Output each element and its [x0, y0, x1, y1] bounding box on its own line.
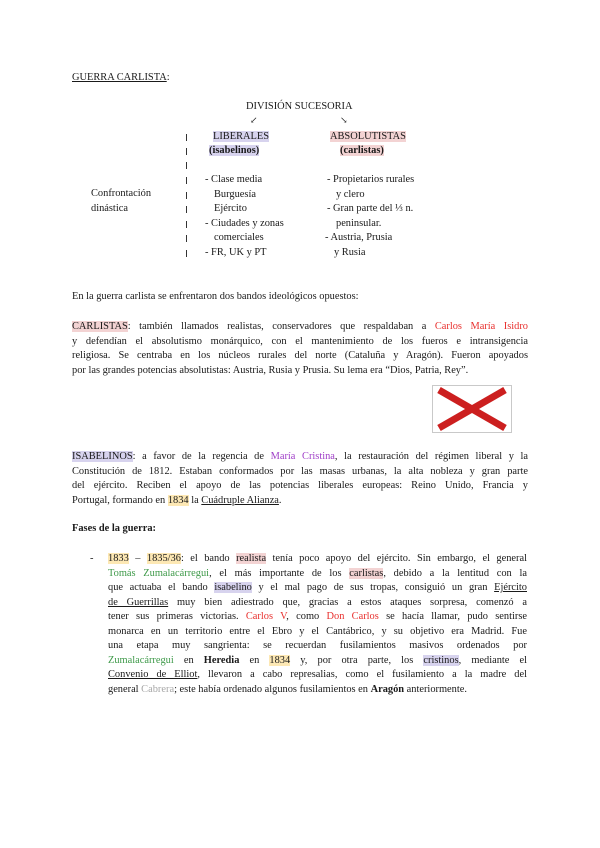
text-run: general [108, 683, 142, 695]
divider-tick [186, 221, 187, 228]
carlistas-paragraph [72, 320, 528, 378]
list-item: - Ciudades y zonas [205, 217, 284, 229]
paragraph-line [72, 494, 528, 509]
paragraph-line [108, 654, 527, 669]
person-name: Zumalacárregui [108, 654, 174, 666]
carlistas-term: CARLISTAS [72, 321, 128, 332]
text-run: se hacía llamar, pudo sentirse [378, 611, 527, 622]
list-item: Ejército [214, 203, 247, 214]
person-name: Tomás Zumalacárregui [108, 567, 210, 579]
text-run: : también llamados realistas, conservadores que respaldaban a [127, 321, 435, 332]
list-item: comerciales [214, 232, 264, 243]
text-run: : a favor de la regencia de [132, 451, 271, 462]
bullet-dash: - [90, 553, 94, 564]
isabelino-term: isabelino [214, 582, 252, 593]
list-item: Burguesía [214, 188, 256, 200]
text-run: , llevaron a cabo represalias, como el fusilamiento a la madre del [197, 669, 527, 680]
text-run: , debido a la lentitud con la [383, 567, 527, 579]
person-name: Cabrera [141, 683, 175, 695]
paragraph-line [72, 450, 528, 465]
divider-tick [186, 177, 187, 184]
divider-tick [186, 134, 187, 141]
phases-title: Fases de la guerra: [72, 523, 156, 534]
year-1834: 1834 [269, 654, 291, 666]
paragraph-line: monarca en un territorio entre el Ebro y el Cantábrico, y su objetivo era Madrid. Fue [108, 625, 527, 637]
text-run: , el más importante de los [209, 567, 350, 579]
place-name: Heredia [203, 654, 240, 666]
year-1835-36: 1835/36 [146, 553, 181, 564]
text-run: y el mal pago de sus tropas, consiguió un gran [251, 582, 495, 593]
divider-tick [186, 206, 187, 213]
liberales-sub-text: (isabelinos) [209, 145, 260, 156]
liberales-label-text: LIBERALES [213, 131, 269, 142]
list-item: - Austria, Prusia [325, 232, 393, 243]
phase-1-paragraph [108, 552, 527, 697]
divider-tick [186, 250, 187, 257]
flag-graphic [433, 386, 511, 432]
divider-tick [186, 192, 187, 199]
absolutistas-sub [340, 144, 384, 159]
list-item: y clero [336, 188, 365, 200]
text-run: muy bien adiestrado que, gracias a estos ataques sorpresa, comenzó a [168, 596, 528, 608]
paragraph-line [72, 320, 528, 335]
absolutistas-label-text: ABSOLUTISTAS [330, 131, 406, 142]
divider-tick [186, 162, 187, 169]
person-name: María Cristina [270, 451, 335, 462]
text-run: – [128, 553, 147, 564]
list-item: y Rusia [334, 246, 366, 258]
guerrillas-term: de Guerrillas [108, 596, 169, 608]
burgundy-cross-flag [432, 385, 512, 433]
liberales-sub [209, 144, 259, 159]
paragraph-line: religiosa. Se centraba en los núcleos rurales del norte (Cataluña y Aragón). Fueron apoyados [72, 350, 528, 361]
list-item: - FR, UK y PT [205, 246, 267, 258]
paragraph-line [108, 610, 527, 625]
paragraph-line [108, 552, 527, 567]
divider-tick [186, 235, 187, 242]
text-run: la [188, 494, 202, 506]
text-run: tener sus primeras victorias. [108, 611, 246, 622]
row-label-line: dinástica [91, 202, 128, 214]
list-item: - Clase media [205, 174, 263, 185]
page-title [72, 71, 170, 86]
paragraph-line: y defendían el absolutismo monárquico, con el mantenimiento de los fueros e intransigencia [72, 335, 528, 347]
arrow-right-icon: ↘ [340, 115, 348, 125]
paragraph-line: por las grandes potencias absolutistas: Austria, Rusia y Prusia. Su lema era “Dios, Patria, Rey”. [72, 364, 469, 376]
absolutistas-label [330, 130, 406, 145]
liberales-list [205, 173, 284, 260]
text-run: tenía poco apoyo del ejército. Sin embargo, el general [266, 553, 527, 564]
title-text: GUERRA CARLISTA [72, 72, 167, 83]
text-run: , como [286, 611, 327, 622]
year-1834: 1834 [167, 494, 189, 506]
paragraph-line [108, 668, 527, 683]
convenio-term: Convenio de Elliot [108, 669, 198, 680]
paragraph-line: una etapa muy sangrienta: se recuerdan fusilamientos masivos ordenados por [108, 640, 527, 651]
realista-term: realista [236, 553, 267, 564]
row-label-line: Confrontación [91, 188, 152, 199]
diagram-heading: DIVISIÓN SUCESORIA [246, 101, 353, 112]
person-name: Don Carlos [326, 611, 379, 622]
place-name: Aragón [370, 683, 405, 695]
paragraph-line [108, 596, 527, 611]
text-run: en [239, 654, 270, 666]
intro-paragraph: En la guerra carlista se enfrentaron dos bandos ideológicos opuestos: [72, 291, 359, 302]
divider-tick [186, 148, 187, 155]
text-run: : el bando [180, 553, 237, 564]
paragraph-line [108, 567, 527, 582]
list-item: peninsular. [336, 217, 382, 229]
text-run: anteriormente. [404, 683, 467, 695]
absolutistas-list [327, 173, 414, 260]
paragraph-line [108, 581, 527, 596]
guerrillas-term: Ejército [494, 582, 527, 593]
text-run: en [173, 654, 204, 666]
absolutistas-sub-text: (carlistas) [340, 145, 384, 156]
paragraph-line: del ejército. Reciben el apoyo de las potencias liberales europeas: Reino Unido, Francia y [72, 480, 528, 491]
text-run: , la restauración del régimen liberal y la [334, 451, 529, 462]
row-label [91, 187, 151, 216]
text-run: , mediante el [458, 654, 528, 666]
list-item: - Propietarios rurales [327, 174, 415, 185]
carlistas-term: carlistas [349, 567, 384, 579]
list-item: - Gran parte del ⅓ n. [327, 203, 414, 214]
person-name: Carlos María Isidro [434, 321, 528, 332]
text-run: . [278, 494, 282, 506]
arrow-left-icon: ↙ [250, 115, 258, 125]
year-1833: 1833 [108, 553, 129, 564]
isabelinos-term: ISABELINOS [72, 451, 133, 462]
cristinos-term: cristinos [423, 654, 459, 666]
paragraph-line [108, 683, 527, 698]
text-run: y, por otra parte, los [290, 654, 424, 666]
text-run: Portugal, formando en [72, 494, 168, 506]
title-colon: : [166, 72, 170, 83]
alliance-term: Cuádruple Alianza [201, 494, 279, 506]
liberales-label [213, 130, 269, 145]
text-run: ; este había ordenado algunos fusilamientos en [174, 683, 371, 695]
text-run: que actuaba el bando [108, 582, 215, 593]
isabelinos-paragraph [72, 450, 528, 508]
person-name: Carlos V [245, 611, 287, 622]
paragraph-line: Constitución de 1812. Estaban conformados por las masas urbanas, la alta nobleza y gran parte [72, 465, 528, 477]
